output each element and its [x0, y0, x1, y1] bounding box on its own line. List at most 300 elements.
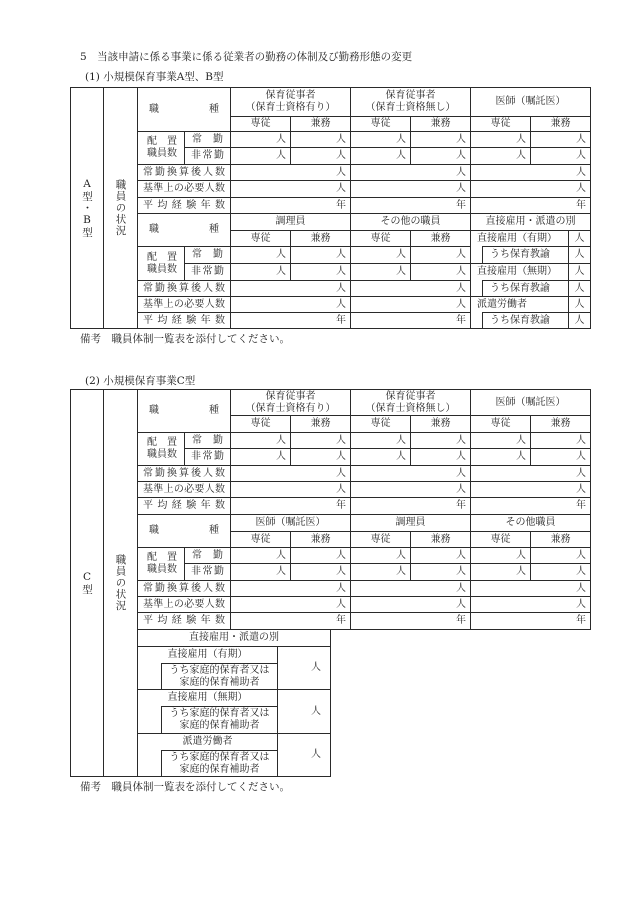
parttime-count-cell: [530, 563, 591, 581]
fulltime-label-text: 常 勤: [192, 133, 223, 145]
employment-sub-label-text: うち家庭的保育者又は: [169, 751, 270, 763]
employment-type-label-text: 直接雇用（有期）: [167, 649, 248, 660]
required-count-label: [137, 180, 231, 198]
job-group-header: [230, 514, 351, 532]
employment-type-label: [470, 296, 569, 313]
concurrent-header: [530, 531, 591, 548]
job-group-header-text: 保育従事者: [385, 90, 436, 101]
dedicated-header: [350, 230, 411, 247]
fte-count-cell-text: 人: [576, 467, 586, 479]
job-type-label-text: 職 種: [149, 405, 219, 416]
employment-count-cell: [277, 646, 331, 690]
employment-sub-label-text: 家庭的保育補助者: [179, 720, 260, 731]
job-group-header: [350, 87, 471, 117]
parttime-count-cell: [530, 448, 591, 466]
employment-count-cell: [568, 230, 591, 247]
staff-count-label: [137, 432, 185, 466]
fte-count-label: [137, 280, 231, 297]
dedicated-header-text: 専従: [370, 533, 391, 545]
fulltime-count-cell-text: 人: [516, 133, 526, 145]
section-heading: 5 当該申請に係る事業に係る従業者の勤務の体制及び勤務形態の変更: [80, 51, 413, 63]
dedicated-header: [350, 531, 411, 548]
employment-type-header-text: 直接雇用・派遣の別: [485, 216, 576, 227]
fulltime-count-cell-text: 人: [336, 133, 346, 145]
staff-count-label: [137, 246, 185, 281]
required-count-label: [137, 596, 231, 613]
job-group-header: [470, 87, 591, 117]
parttime-count-cell-text: 人: [396, 150, 406, 161]
fulltime-count-cell: [350, 547, 411, 564]
employment-type-label-text: 派遣労働者: [182, 736, 233, 747]
parttime-count-cell-text: 人: [576, 150, 586, 161]
concurrent-header-text: 兼務: [430, 118, 451, 129]
parttime-count-cell-text: 人: [276, 266, 286, 277]
required-count-label: [137, 296, 231, 313]
dedicated-header-text: 専従: [370, 232, 391, 244]
job-type-label: [137, 87, 231, 132]
fulltime-count-cell-text: 人: [336, 434, 346, 446]
fte-count-cell-text: 人: [336, 467, 346, 479]
concurrent-header: [290, 230, 351, 247]
staff-count-label: [137, 131, 185, 165]
concurrent-header-text: 兼務: [430, 232, 451, 244]
parttime-count-cell-text: 人: [516, 150, 526, 161]
employment-type-label: [137, 689, 278, 707]
concurrent-header-text: 兼務: [310, 533, 331, 545]
job-type-label-text: 職 種: [149, 224, 219, 235]
fulltime-count-cell: [350, 246, 411, 264]
fulltime-count-cell-text: 人: [336, 549, 346, 561]
parttime-label-text: 非常勤: [191, 266, 224, 277]
required-count-cell-text: 人: [336, 598, 346, 610]
required-count-label-text: 基準上の必要人数: [143, 183, 225, 194]
parttime-count-cell: [230, 448, 291, 466]
parttime-count-cell-text: 人: [276, 150, 286, 161]
employment-count-cell: [277, 733, 331, 777]
employment-sub-label: [482, 246, 569, 264]
fulltime-label: [184, 432, 231, 449]
average-experience-label: [137, 197, 231, 214]
employment-count-cell-text: 人: [311, 662, 321, 673]
dedicated-header: [230, 230, 291, 247]
average-experience-cell-text: 年: [576, 199, 586, 211]
fte-count-cell-text: 人: [576, 582, 586, 594]
required-count-cell: [230, 296, 351, 313]
concurrent-header: [530, 415, 591, 433]
employment-type-label: [137, 733, 278, 751]
dedicated-header: [230, 116, 291, 132]
fulltime-count-cell-text: 人: [276, 249, 286, 260]
average-experience-label: [137, 612, 231, 630]
fulltime-count-cell-text: 人: [396, 434, 406, 446]
average-experience-cell-text: 年: [336, 615, 346, 626]
fulltime-count-cell-text: 人: [396, 133, 406, 145]
average-experience-label: [137, 497, 231, 515]
dedicated-header-text: 専従: [370, 118, 391, 129]
fte-count-cell-text: 人: [336, 282, 346, 294]
parttime-count-cell: [350, 563, 411, 581]
job-group-header-text: その他職員: [505, 517, 556, 528]
required-count-cell-text: 人: [456, 183, 466, 194]
fulltime-label-text: 常 勤: [192, 249, 223, 260]
employment-sub-label-text: うち保育教諭: [490, 282, 550, 294]
average-experience-cell: [470, 197, 591, 214]
service-type-label-text: C型: [81, 570, 93, 596]
fulltime-count-cell: [290, 432, 351, 449]
ab-section-title: (1) 小規模保育事業A型、B型: [85, 71, 224, 83]
fulltime-count-cell-text: 人: [276, 133, 286, 145]
fulltime-count-cell: [470, 432, 531, 449]
fte-count-cell-text: 人: [456, 282, 466, 294]
employment-sub-count-cell: [568, 312, 591, 329]
employment-type-label-text: 直接雇用（有期）: [477, 232, 557, 244]
dedicated-header: [350, 415, 411, 433]
fulltime-count-cell-text: 人: [516, 434, 526, 446]
fte-count-cell: [350, 164, 471, 181]
parttime-count-cell-text: 人: [516, 566, 526, 577]
dedicated-header-text: 専従: [250, 533, 271, 545]
job-group-header-text: （保育士資格無し）: [365, 402, 456, 414]
fulltime-count-cell-text: 人: [456, 549, 466, 561]
fulltime-count-cell: [230, 432, 291, 449]
dedicated-header: [230, 531, 291, 548]
dedicated-header-text: 専従: [250, 232, 271, 244]
fte-count-label-text: 常勤換算後人数: [143, 582, 225, 594]
employment-sub-label: [482, 312, 569, 329]
employment-type-label-text: 派遣労働者: [477, 298, 527, 310]
job-group-header: [350, 389, 471, 416]
job-group-header-text: （保育士資格有り）: [245, 402, 336, 414]
dedicated-header: [350, 116, 411, 132]
job-group-header: [470, 514, 591, 532]
parttime-count-cell: [290, 147, 351, 165]
ab-remark: 備考 職員体制一覧表を添付してください。: [80, 333, 290, 345]
dedicated-header-text: 専従: [490, 533, 511, 545]
fulltime-count-cell: [290, 246, 351, 264]
employment-type-label-text: 直接雇用（無期）: [167, 692, 248, 703]
staff-count-label-text: 職員数: [147, 263, 177, 275]
fte-count-cell: [350, 465, 471, 482]
concurrent-header: [410, 230, 471, 247]
concurrent-header: [410, 531, 471, 548]
fulltime-count-cell: [470, 131, 531, 148]
employment-count-cell-text: 人: [574, 298, 585, 310]
dedicated-header: [230, 415, 291, 433]
staff-count-label-text: 職員数: [147, 148, 177, 159]
concurrent-header-text: 兼務: [430, 418, 451, 429]
employment-sub-label: [161, 663, 278, 690]
average-experience-cell: [230, 197, 351, 214]
fulltime-count-cell: [470, 547, 531, 564]
job-group-header: [230, 389, 351, 416]
employment-type-label: [470, 263, 569, 281]
parttime-label: [184, 563, 231, 581]
parttime-count-cell: [470, 563, 531, 581]
fte-count-cell: [350, 280, 471, 297]
parttime-label-text: 非常勤: [191, 451, 224, 462]
parttime-count-cell: [470, 147, 531, 165]
parttime-count-cell-text: 人: [276, 566, 286, 577]
required-count-cell: [350, 180, 471, 198]
parttime-count-cell-text: 人: [396, 451, 406, 462]
parttime-label: [184, 448, 231, 466]
concurrent-header-text: 兼務: [310, 418, 331, 429]
average-experience-cell-text: 年: [576, 500, 586, 511]
parttime-count-cell: [230, 147, 291, 165]
staff-count-label-text: 配 置: [147, 251, 177, 263]
parttime-count-cell-text: 人: [336, 566, 346, 577]
concurrent-header-text: 兼務: [310, 232, 331, 244]
dedicated-header-text: 専従: [370, 418, 391, 429]
required-count-cell-text: 人: [336, 298, 346, 310]
parttime-count-cell-text: 人: [336, 266, 346, 277]
employment-sub-count-cell: [568, 246, 591, 264]
required-count-cell: [470, 180, 591, 198]
parttime-count-cell-text: 人: [516, 451, 526, 462]
required-count-cell-text: 人: [456, 598, 466, 610]
employment-sub-label: [482, 280, 569, 297]
staff-count-label: [137, 547, 185, 581]
job-type-label: [137, 213, 231, 247]
employment-type-header: [470, 213, 591, 231]
required-count-cell: [230, 481, 351, 498]
fulltime-count-cell-text: 人: [576, 549, 586, 561]
job-group-header-text: 医師（嘱託医）: [495, 396, 566, 408]
fulltime-count-cell: [410, 432, 471, 449]
concurrent-header: [410, 116, 471, 132]
fulltime-count-cell: [530, 432, 591, 449]
fte-count-cell-text: 人: [336, 166, 346, 178]
employment-type-header: [137, 629, 331, 647]
job-group-header-text: （保育士資格有り）: [245, 102, 336, 113]
parttime-count-cell: [350, 448, 411, 466]
required-count-cell: [470, 481, 591, 498]
concurrent-header-text: 兼務: [550, 418, 571, 429]
fte-count-cell: [230, 465, 351, 482]
job-group-header-text: 保育従事者: [265, 390, 316, 402]
parttime-count-cell: [530, 147, 591, 165]
fte-count-cell: [350, 580, 471, 597]
parttime-count-cell-text: 人: [576, 451, 586, 462]
staff-status-label-text: 職員の状況: [114, 554, 127, 612]
service-type-label-text: A型・B型: [81, 177, 93, 239]
fte-count-cell: [230, 164, 351, 181]
average-experience-cell-text: 年: [456, 314, 466, 326]
fulltime-label: [184, 131, 231, 148]
fulltime-count-cell: [230, 246, 291, 264]
dedicated-header-text: 専従: [250, 418, 271, 429]
parttime-count-cell: [410, 448, 471, 466]
staff-count-label-text: 職員数: [147, 449, 177, 460]
fulltime-count-cell-text: 人: [396, 549, 406, 561]
required-count-cell-text: 人: [576, 483, 586, 495]
fulltime-count-cell: [410, 547, 471, 564]
staff-count-label-text: 職員数: [147, 564, 177, 575]
employment-sub-label-text: 家庭的保育補助者: [179, 676, 260, 688]
parttime-count-cell-text: 人: [336, 451, 346, 462]
fulltime-count-cell-text: 人: [276, 549, 286, 561]
average-experience-label-text: 平均経験年数: [143, 199, 225, 211]
required-count-label-text: 基準上の必要人数: [143, 483, 225, 495]
required-count-label: [137, 481, 231, 498]
job-group-header-text: 保育従事者: [265, 90, 316, 101]
fulltime-count-cell: [410, 131, 471, 148]
average-experience-cell-text: 年: [456, 500, 466, 511]
parttime-label: [184, 263, 231, 281]
fte-count-label: [137, 465, 231, 482]
required-count-label-text: 基準上の必要人数: [143, 598, 225, 610]
job-group-header: [350, 213, 471, 231]
average-experience-label-text: 平均経験年数: [143, 314, 225, 326]
average-experience-label-text: 平均経験年数: [143, 615, 225, 626]
average-experience-cell-text: 年: [336, 500, 346, 511]
staff-status-label: [103, 389, 138, 777]
fte-count-label-text: 常勤換算後人数: [143, 467, 225, 479]
average-experience-cell: [470, 497, 591, 515]
fulltime-count-cell: [530, 131, 591, 148]
parttime-count-cell-text: 人: [456, 566, 466, 577]
fulltime-count-cell: [290, 131, 351, 148]
fulltime-count-cell-text: 人: [576, 133, 586, 145]
fulltime-label-text: 常 勤: [192, 549, 223, 561]
parttime-count-cell-text: 人: [456, 451, 466, 462]
parttime-label-text: 非常勤: [191, 566, 224, 577]
staff-count-label-text: 配 置: [147, 552, 177, 563]
concurrent-header: [290, 415, 351, 433]
concurrent-header: [290, 116, 351, 132]
parttime-count-cell: [410, 563, 471, 581]
parttime-count-cell: [230, 563, 291, 581]
job-group-header: [230, 87, 351, 117]
dedicated-header-text: 専従: [250, 118, 271, 129]
fulltime-count-cell: [410, 246, 471, 264]
required-count-cell: [350, 296, 471, 313]
required-count-cell: [470, 596, 591, 613]
fte-count-cell-text: 人: [456, 467, 466, 479]
fte-count-label: [137, 580, 231, 597]
concurrent-header-text: 兼務: [310, 118, 331, 129]
employment-sub-label: [161, 706, 278, 734]
concurrent-header-text: 兼務: [550, 118, 571, 129]
dedicated-header-text: 専従: [490, 418, 511, 429]
parttime-count-cell: [350, 147, 411, 165]
parttime-count-cell: [410, 263, 471, 281]
employment-sub-label-text: うち保育教諭: [490, 249, 550, 260]
parttime-count-cell-text: 人: [576, 566, 586, 577]
fte-count-cell: [470, 164, 591, 181]
parttime-count-cell: [290, 448, 351, 466]
employment-sub-label-text: うち家庭的保育者又は: [169, 708, 270, 719]
job-group-header-text: 調理員: [275, 216, 306, 227]
job-group-header: [470, 389, 591, 416]
job-group-header: [350, 514, 471, 532]
job-group-header-text: 調理員: [395, 517, 426, 528]
dedicated-header: [470, 116, 531, 132]
average-experience-cell: [230, 612, 351, 630]
average-experience-cell: [350, 312, 471, 329]
fulltime-count-cell-text: 人: [456, 434, 466, 446]
fulltime-count-cell-text: 人: [516, 549, 526, 561]
employment-count-cell: [277, 689, 331, 734]
fulltime-label-text: 常 勤: [192, 434, 223, 446]
required-count-cell-text: 人: [576, 183, 586, 194]
employment-count-cell-text: 人: [574, 232, 585, 244]
employment-sub-label-text: うち保育教諭: [490, 314, 550, 326]
parttime-count-cell: [290, 263, 351, 281]
average-experience-cell-text: 年: [336, 199, 346, 211]
required-count-cell: [350, 596, 471, 613]
concurrent-header-text: 兼務: [430, 533, 451, 545]
job-type-label: [137, 514, 231, 548]
average-experience-cell-text: 年: [576, 615, 586, 626]
parttime-count-cell-text: 人: [276, 451, 286, 462]
employment-count-cell-text: 人: [574, 266, 585, 277]
employment-sub-count-cell-text: 人: [574, 282, 585, 294]
fulltime-count-cell: [230, 131, 291, 148]
staff-count-label-text: 配 置: [147, 437, 177, 448]
required-count-label-text: 基準上の必要人数: [143, 298, 225, 310]
average-experience-label: [137, 312, 231, 329]
fte-count-label-text: 常勤換算後人数: [143, 282, 225, 294]
employment-count-cell: [568, 263, 591, 281]
dedicated-header: [470, 531, 531, 548]
job-group-header-text: （保育士資格無し）: [365, 102, 456, 113]
required-count-cell-text: 人: [456, 298, 466, 310]
parttime-count-cell: [230, 263, 291, 281]
fte-count-cell-text: 人: [576, 166, 586, 178]
job-group-header-text: 保育従事者: [385, 390, 436, 402]
service-type-label: [70, 389, 104, 777]
fte-count-cell: [230, 580, 351, 597]
average-experience-cell: [350, 197, 471, 214]
average-experience-cell: [230, 497, 351, 515]
required-count-cell: [230, 180, 351, 198]
required-count-cell-text: 人: [576, 598, 586, 610]
fte-count-cell-text: 人: [456, 582, 466, 594]
fulltime-count-cell: [350, 432, 411, 449]
fte-count-cell: [470, 580, 591, 597]
dedicated-header: [470, 415, 531, 433]
fte-count-label-text: 常勤換算後人数: [143, 166, 225, 178]
average-experience-cell: [470, 612, 591, 630]
fulltime-count-cell: [230, 547, 291, 564]
parttime-label-text: 非常勤: [191, 150, 224, 161]
fte-count-label: [137, 164, 231, 181]
concurrent-header: [290, 531, 351, 548]
parttime-count-cell: [470, 448, 531, 466]
concurrent-header: [410, 415, 471, 433]
job-type-label-text: 職 種: [149, 525, 219, 536]
required-count-cell: [230, 596, 351, 613]
required-count-cell-text: 人: [336, 483, 346, 495]
fulltime-count-cell: [530, 547, 591, 564]
fte-count-cell: [230, 280, 351, 297]
employment-sub-label: [161, 750, 278, 777]
fulltime-count-cell-text: 人: [456, 133, 466, 145]
fulltime-count-cell-text: 人: [276, 434, 286, 446]
employment-count-cell-text: 人: [311, 749, 321, 760]
average-experience-cell-text: 年: [336, 314, 346, 326]
fte-count-cell: [470, 465, 591, 482]
fte-count-cell-text: 人: [336, 582, 346, 594]
fulltime-label: [184, 246, 231, 264]
employment-sub-count-cell-text: 人: [574, 314, 585, 326]
employment-type-label: [470, 230, 569, 247]
parttime-count-cell-text: 人: [456, 150, 466, 161]
parttime-label: [184, 147, 231, 165]
parttime-count-cell-text: 人: [456, 266, 466, 277]
fulltime-count-cell-text: 人: [336, 249, 346, 260]
